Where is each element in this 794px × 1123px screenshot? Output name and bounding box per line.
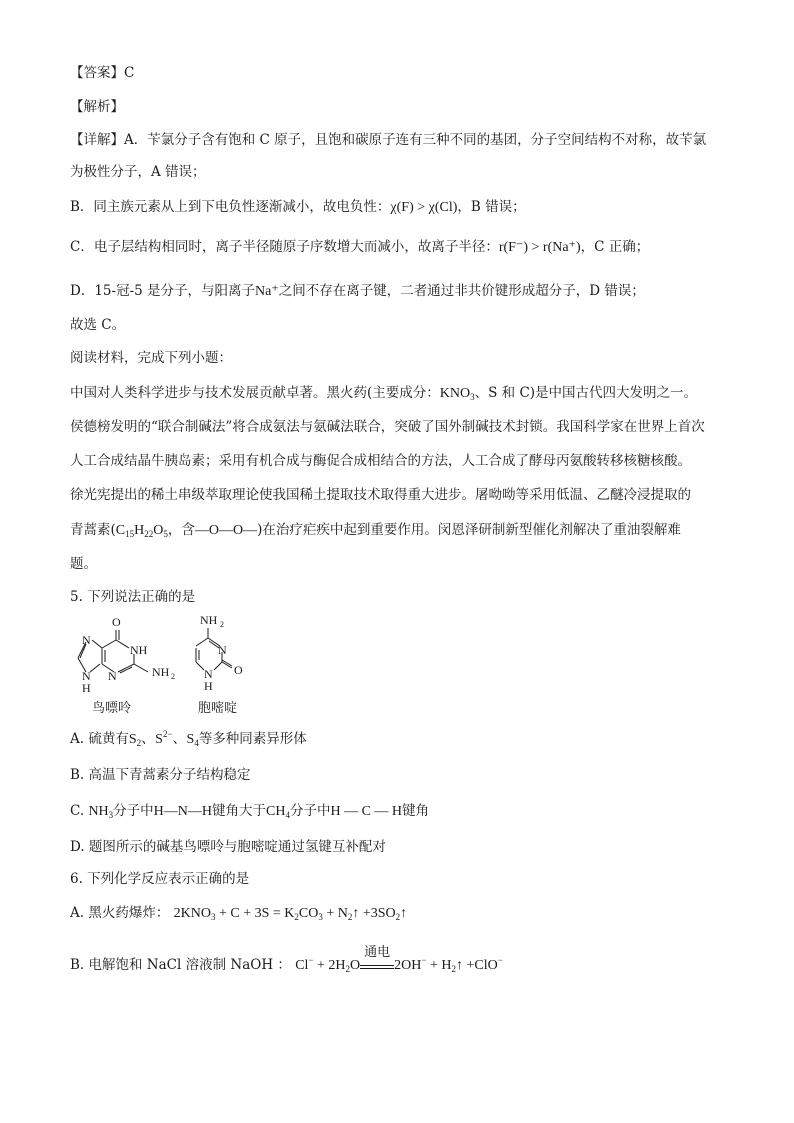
formula-artemisinin: $C_{15}H_{22}O_5$: [115, 523, 168, 539]
q5-option-c-text-2: 分子中: [113, 803, 154, 819]
detail-a-line-1: [70, 131, 706, 149]
q5-option-a-text-2: 等多种同素异形体: [198, 731, 307, 747]
cytosine-structure: [186, 608, 256, 694]
svg-text:H: H: [204, 679, 213, 693]
formula-ch4: $CH_4$: [266, 804, 290, 820]
formula-nh3: $NH_3$: [88, 804, 114, 820]
detail-d-text-1: D．15-冠-5 是分子，与阳离子: [70, 283, 256, 299]
q6-option-a[interactable]: [70, 904, 407, 923]
svg-text:O: O: [234, 663, 243, 677]
q6-option-b[interactable]: [70, 944, 503, 975]
reading-paragraph-5: [70, 521, 681, 540]
reading-intro: 阅读材料，完成下列小题：: [70, 350, 232, 366]
gunpowder-equation: $2KNO_3 + C + 3S = K_2CO_3$ + $N_2↑$ $+3SO_2↑$: [173, 906, 408, 922]
svg-text:NH: NH: [200, 613, 218, 627]
q5-option-c-text-3: 键角大于: [212, 803, 267, 819]
svg-text:N: N: [82, 633, 91, 647]
svg-text:O: O: [112, 615, 121, 629]
q5-option-a[interactable]: [70, 730, 307, 749]
detail-d-line: [70, 282, 645, 301]
electronegativity-expression: χ(F) > χ(Cl): [390, 200, 458, 215]
reading-p5-text-a: 青蒿素(: [70, 522, 116, 538]
q5-option-a-text-1: A. 硫黄有: [70, 731, 129, 747]
sodium-ion: Na⁺: [255, 284, 279, 299]
q5-option-c-label: C.: [70, 803, 85, 819]
conclusion: 故选 C。: [70, 317, 126, 333]
peroxide-bond: —O—O—: [194, 523, 258, 538]
q6-option-b-label: B. 电解饱和 NaCl 溶液制 NaOH ：: [70, 957, 291, 973]
detail-c-end: ，C 正确；: [580, 239, 650, 255]
guanine-caption: 鸟嘌呤: [92, 701, 132, 716]
reading-paragraph-1: [70, 384, 697, 403]
q5-option-c-text-4: 分子中: [289, 803, 331, 819]
svg-text:N: N: [218, 643, 227, 657]
svg-text:N: N: [82, 669, 91, 683]
analysis-label: 【解析】: [70, 99, 124, 115]
detail-d-text-2: 之间不存在离子键，二者通过非共价键形成超分子，D 错误；: [278, 283, 645, 299]
formula-kno3: $KNO_3$: [439, 386, 475, 402]
reading-p1-text-b: 、S 和 C)是中国古代四大发明之一。: [474, 385, 698, 401]
svg-text:2: 2: [171, 672, 175, 681]
detail-c-text: C．电子层结构相同时，离子半径随原子序数增大而减小，故离子半径：: [70, 239, 499, 255]
q5-option-b[interactable]: B. 高温下青蒿素分子结构稳定: [70, 767, 251, 783]
reading-paragraph-4: 徐光宪提出的稀土串级萃取理论使我国稀土提取技术取得重大进步。屠呦呦等采用低温、乙醚冷浸提取的: [70, 487, 691, 503]
reading-p5-text-b: ，含: [167, 522, 195, 538]
svg-text:NH: NH: [130, 643, 148, 657]
hch-bond: H — C — H: [330, 804, 403, 819]
q5-option-d[interactable]: D. 题图所示的碱基鸟嘌呤与胞嘧啶通过氢键互补配对: [70, 839, 386, 855]
ionic-radius-expression: r(F⁻) > r(Na⁺): [498, 240, 581, 255]
guanine-structure: [72, 610, 182, 694]
q5-option-c[interactable]: [70, 802, 429, 821]
q5-stem: 5. 下列说法正确的是: [70, 589, 196, 605]
electrolysis-condition: 通电: [364, 944, 391, 959]
q6-option-a-label: A. 黑火药爆炸：: [70, 905, 170, 921]
detail-b-text: B．同主族元素从上到下电负性逐渐减小，故电负性：: [70, 199, 391, 215]
reading-paragraph-6: 题。: [70, 556, 97, 572]
reading-paragraph-3: 人工合成结晶牛胰岛素；采用有机合成与酶促合成相结合的方法，人工合成了酵母丙氨酸转移核糖核酸。: [70, 453, 691, 469]
svg-text:2: 2: [220, 620, 224, 629]
q5-option-c-text-5: 键角: [402, 803, 430, 819]
reading-p1-text-a: 中国对人类科学进步与技术发展贡献卓著。黑火药(主要成分：: [70, 385, 440, 401]
svg-text:N: N: [108, 669, 117, 683]
reading-paragraph-2: 侯德榜发明的“联合制碱法”将合成氨法与氨碱法联合，突破了国外制碱技术封锁。我国科学家在世界上首次: [70, 419, 705, 435]
reading-p5-text-c: )在治疗疟疾中起到重要作用。闵恩泽研制新型催化剂解决了重油裂解难: [257, 522, 681, 538]
electrolysis-equation: $Cl^- + 2H_2O$ 通电 $2OH^- + H_2↑ +ClO^-$: [295, 944, 503, 974]
sulfur-allotropes: $S_2$、$S^{2-}$、$S_4$: [128, 729, 199, 748]
detail-c-line: [70, 238, 649, 257]
answer-line: [70, 64, 134, 82]
detail-a-line-2: 为极性分子，A 错误；: [70, 164, 206, 180]
answer-label: 【答案】: [70, 65, 124, 81]
detail-label: 【详解】: [70, 132, 124, 148]
detail-a-text-1: A．苄氯分子含有饱和 C 原子，且饱和碳原子连有三种不同的基团，分子空间结构不对称，故苄氯: [124, 132, 707, 148]
q6-stem: 6. 下列化学反应表示正确的是: [70, 871, 250, 887]
detail-b-line: [70, 198, 526, 217]
svg-text:H: H: [82, 681, 91, 694]
hnh-bond: H—N—H: [153, 804, 213, 819]
detail-b-end: ，B 错误；: [457, 199, 526, 215]
svg-text:N: N: [204, 667, 213, 681]
answer-value: C: [124, 65, 135, 81]
cytosine-caption: 胞嘧啶: [198, 701, 238, 716]
svg-text:NH: NH: [152, 665, 170, 679]
electrolysis-arrow: [360, 944, 394, 969]
